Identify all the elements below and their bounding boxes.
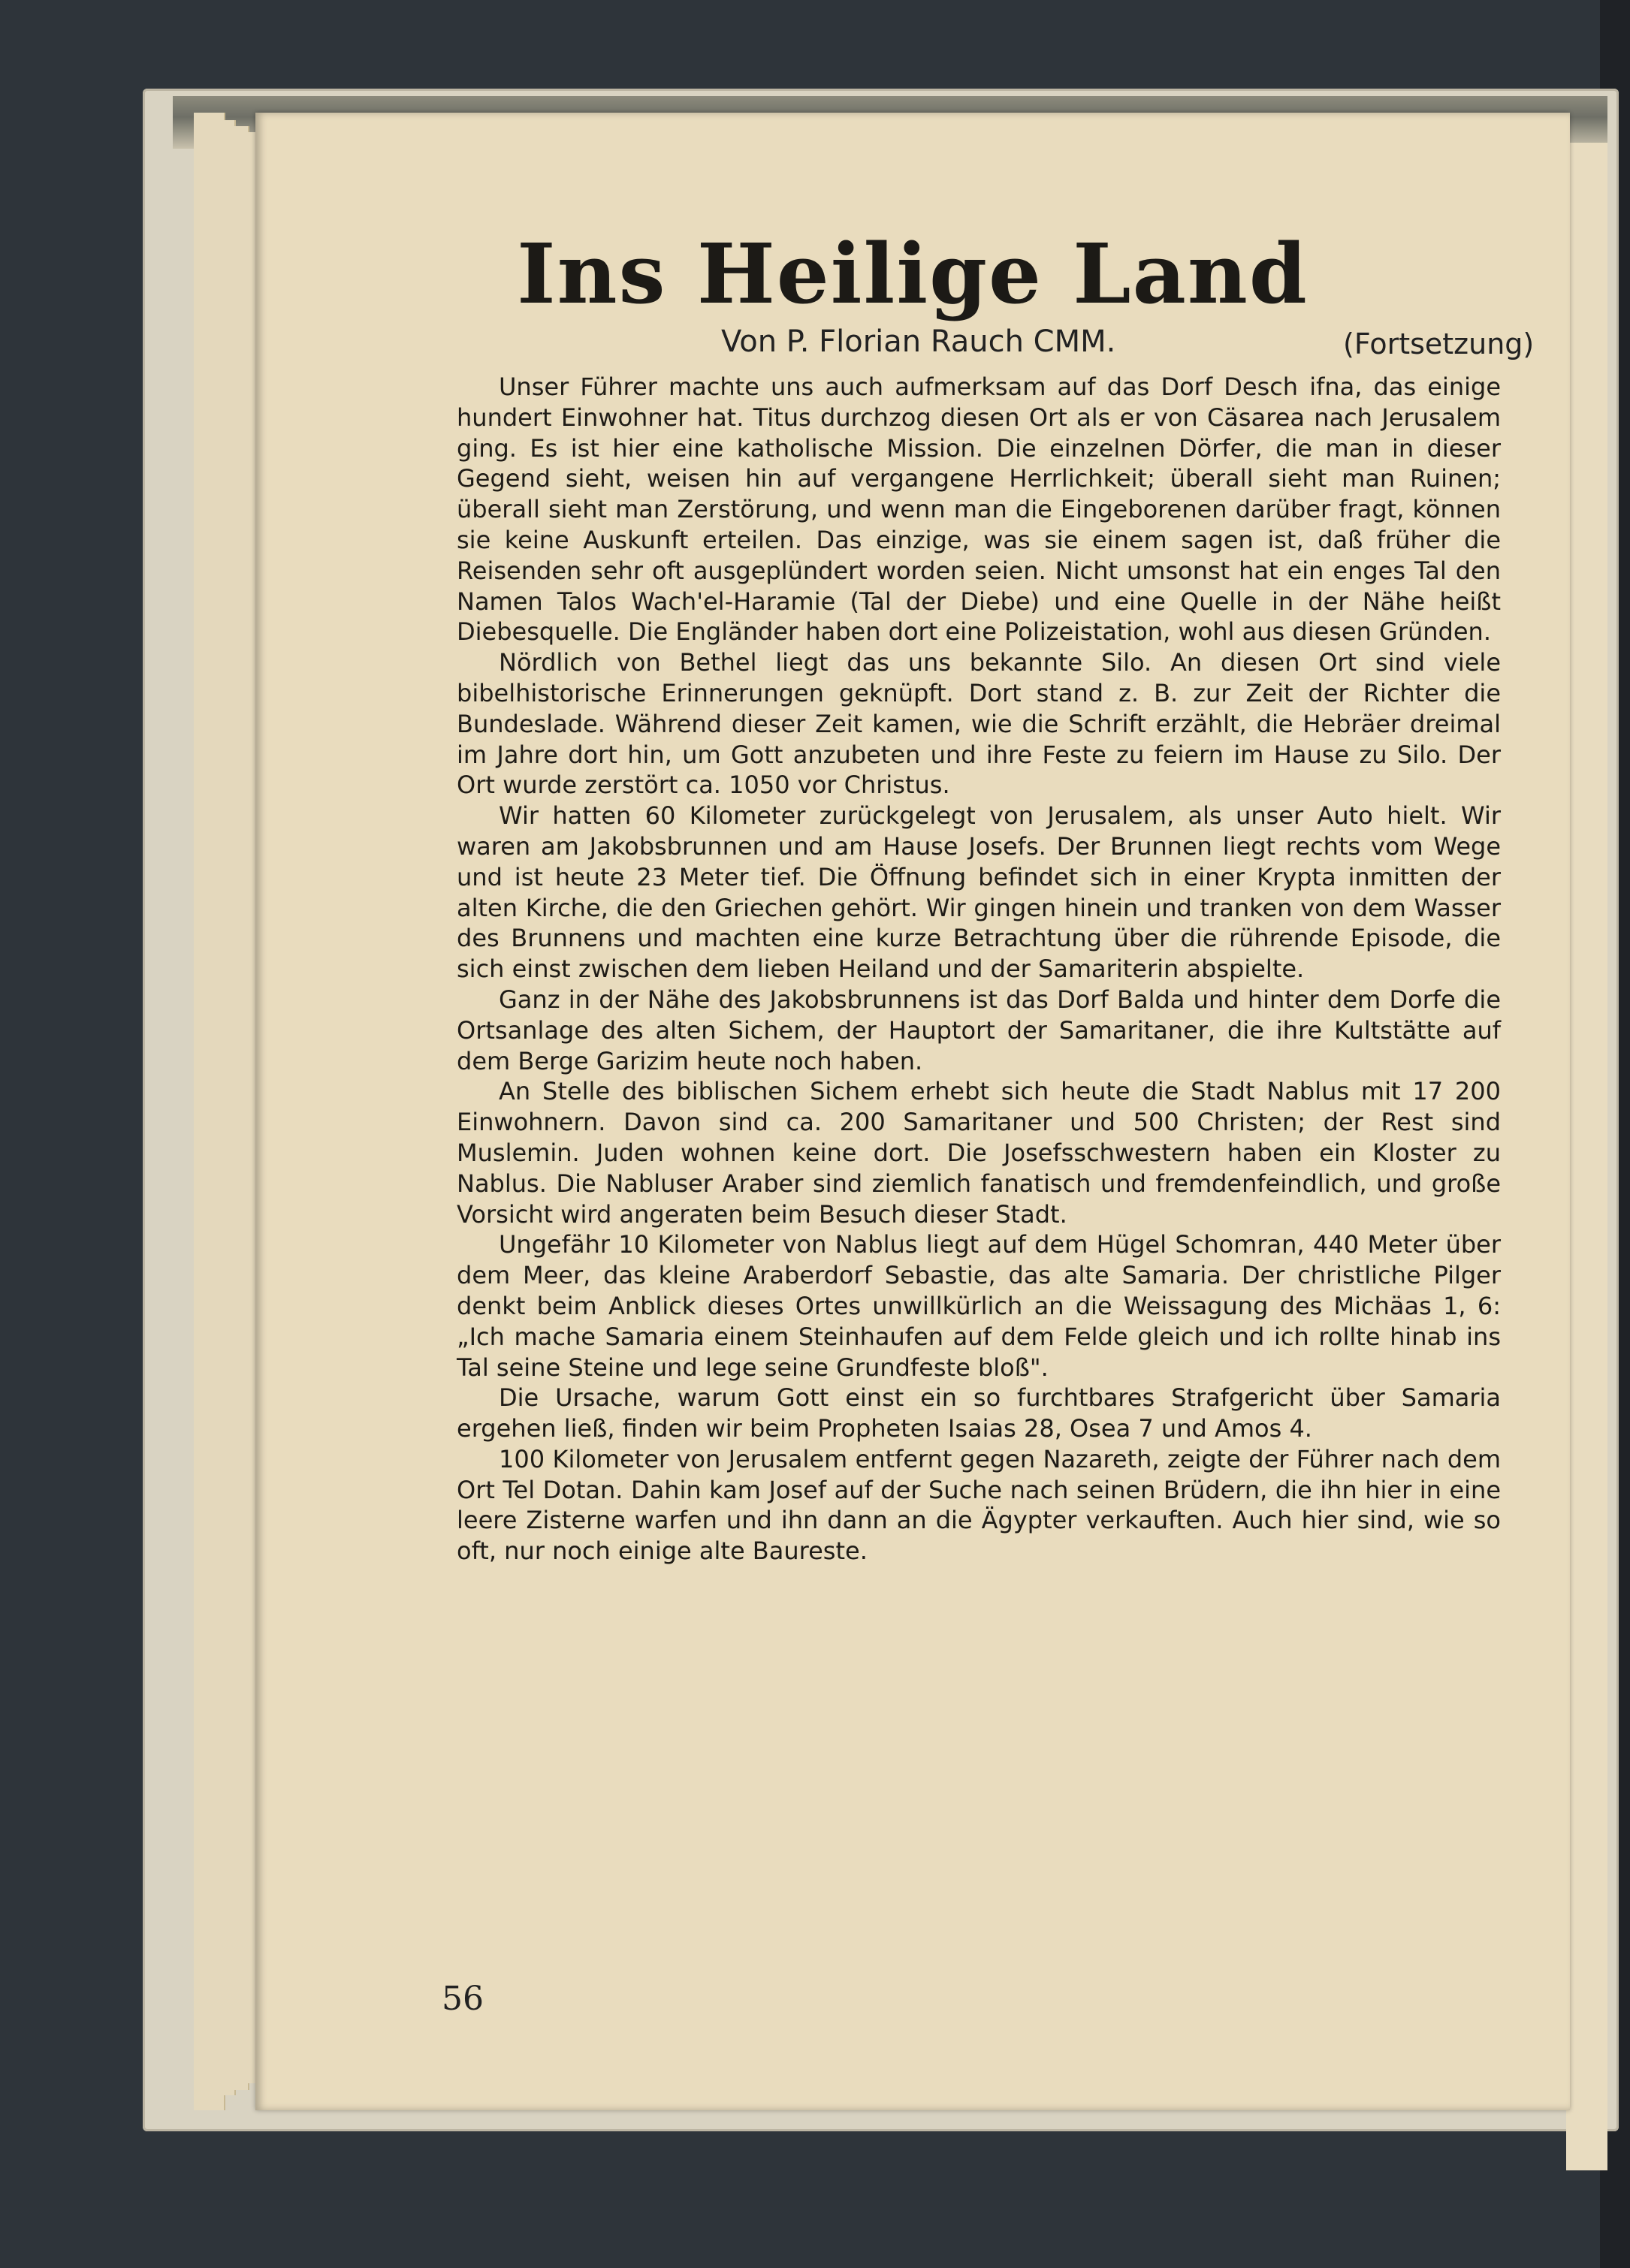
- article-title: Ins Heilige Land: [517, 225, 1309, 322]
- paragraph: An Stelle des biblischen Sichem erhebt sich heute die Stadt Nablus mit 17 200 Einwohnern. Davon sind ca. 200 Samaritaner und 500 Christen; der Rest sind Muslemin. Juden wohnen keine dort. Die Josefsschwestern haben ein Kloster zu Nablus. Die Nabluser Araber sind ziemlich fanatisch und fremdenfeindlich, und große Vorsicht wird angeraten beim Besuch dieser Stadt.: [457, 1077, 1501, 1229]
- article-byline: Von P. Florian Rauch CMM.: [721, 324, 1116, 359]
- paragraph: 100 Kilometer von Jerusalem entfernt gegen Nazareth, zeigte der Führer nach dem Ort Tel Dotan. Dahin kam Josef auf der Suche nach seinen Brüdern, die ihn hier in eine leere Zisterne warfen und ihn dann an die Ägypter verkauften. Auch hier sind, wie so oft, nur noch einige alte Baureste.: [457, 1444, 1501, 1566]
- paragraph: Wir hatten 60 Kilometer zurückgelegt von Jerusalem, als unser Auto hielt. Wir waren am Jakobsbrunnen und am Hause Josefs. Der Brunnen liegt rechts vom Wege und ist heute 23 Meter tief. Die Öffnung befindet sich in einer Krypta inmitten der alten Kirche, die den Griechen gehört. Wir gingen hinein und tranken von dem Wasser des Brunnens und machten eine kurze Betrachtung über die rührende Episode, die sich einst zwischen dem lieben Heiland und der Samariterin abspielte.: [457, 801, 1501, 984]
- paragraph: Ungefähr 10 Kilometer von Nablus liegt auf dem Hügel Schomran, 440 Meter über dem Meer, das kleine Araberdorf Sebastie, das alte Samaria. Der christliche Pilger denkt beim Anblick dieses Ortes unwillkürlich an die Weissagung des Michäas 1, 6: „Ich mache Samaria einem Steinhaufen auf dem Felde gleich und ich rollte hinab ins Tal seine Steine und lege seine Grundfeste bloß".: [457, 1230, 1501, 1382]
- article-body: [457, 372, 1501, 1567]
- page-number: 56: [442, 1980, 484, 2018]
- continued-note: (Fortsetzung): [1343, 327, 1535, 360]
- paragraph: Unser Führer machte uns auch aufmerksam auf das Dorf Desch ifna, das einige hundert Einwohner hat. Titus durchzog diesen Ort als er von Cäsarea nach Jerusalem ging. Es ist hier eine katholische Mission. Die einzelnen Dörfer, die man in dieser Gegend sieht, weisen hin auf vergangene Herrlichkeit; überall sieht man Ruinen; überall sieht man Zerstörung, und wenn man die Eingeborenen darüber fragt, können sie keine Auskunft erteilen. Das einzige, was sie einem sagen ist, daß früher die Reisenden sehr oft ausgeplündert worden seien. Nicht umsonst hat ein enges Tal den Namen Talos Wach'el-Haramie (Tal der Diebe) und eine Quelle in der Nähe heißt Diebesquelle. Die Engländer haben dort eine Polizeistation, wohl aus diesen Gründen.: [457, 372, 1501, 647]
- book-page: [255, 113, 1570, 2110]
- adjacent-page-edge: [1566, 143, 1607, 2170]
- paragraph: Ganz in der Nähe des Jakobsbrunnens ist das Dorf Balda und hinter dem Dorfe die Ortsanlage des alten Sichem, der Hauptort der Samaritaner, die ihre Kultstätte auf dem Berge Garizim heute noch haben.: [457, 985, 1501, 1075]
- paragraph: Die Ursache, warum Gott einst ein so furchtbares Strafgericht über Samaria ergehen ließ, finden wir beim Propheten Isaias 28, Osea 7 und Amos 4.: [457, 1383, 1501, 1443]
- paragraph: Nördlich von Bethel liegt das uns bekannte Silo. An diesen Ort sind viele bibelhistorische Erinnerungen geknüpft. Dort stand z. B. zur Zeit der Richter die Bundeslade. Während dieser Zeit kamen, wie die Schrift erzählt, die Hebräer dreimal im Jahre dort hin, um Gott anzubeten und ihre Feste zu feiern im Hause zu Silo. Der Ort wurde zerstört ca. 1050 vor Christus.: [457, 648, 1501, 800]
